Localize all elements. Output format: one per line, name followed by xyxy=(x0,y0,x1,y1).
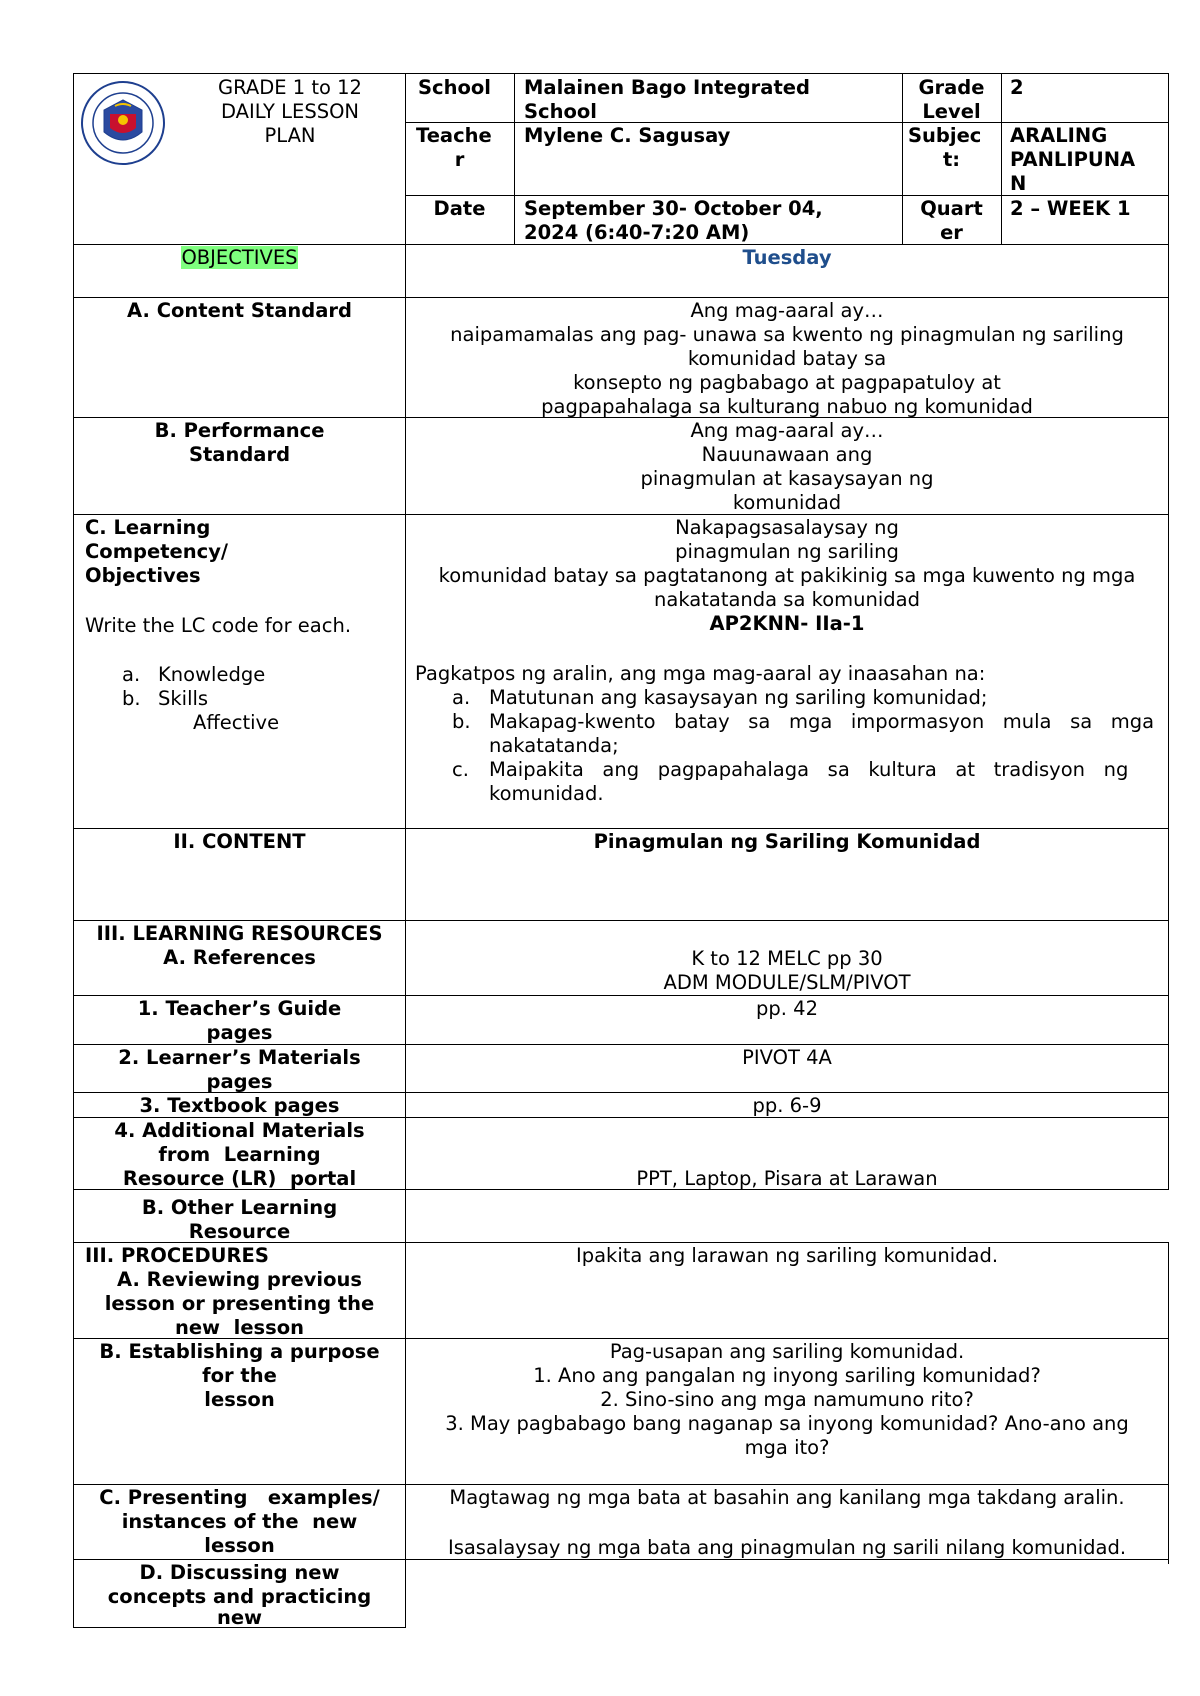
content-standard-line: komunidad batay sa xyxy=(687,347,887,370)
content-label: II. CONTENT xyxy=(173,830,306,853)
procedure-c-label-line1: C. Presenting examples/ xyxy=(99,1486,380,1509)
learners-materials-label-line2: pages xyxy=(206,1070,273,1093)
performance-standard-line: komunidad xyxy=(732,491,842,514)
objectives-heading-cell xyxy=(73,246,406,270)
competency-label-line2: Competency/ xyxy=(85,540,229,563)
plan-title-line2: DAILY LESSON xyxy=(220,100,360,123)
performance-standard-line: Nauunawaan ang xyxy=(701,443,873,466)
competency-label-line3: Objectives xyxy=(85,564,201,587)
subject-value-line1: ARALING xyxy=(1010,124,1108,147)
procedure-c-value-line1: Magtawag ng mga bata at basahin ang kanilang mga takdang aralin. xyxy=(449,1486,1125,1509)
subject-label-line1: Subjec xyxy=(908,124,982,147)
quarter-label-line2: er xyxy=(940,221,963,244)
sub-marker-b: b. xyxy=(122,687,141,710)
content-standard-label: A. Content Standard xyxy=(127,299,352,322)
reference-line2: ADM MODULE/SLM/PIVOT xyxy=(663,971,911,994)
plan-title-line3: PLAN xyxy=(264,124,316,147)
procedure-a-value: Ipakita ang larawan ng sariling komunidad. xyxy=(575,1244,999,1267)
content-standard-line: Ang mag-aaral ay… xyxy=(690,299,884,322)
resources-label-line2: A. References xyxy=(163,946,316,969)
teacher-value: Mylene C. Sagusay xyxy=(524,124,731,147)
competency-line: Nakapagsasalaysay ng xyxy=(675,516,899,539)
learners-materials-label-line1: 2. Learner’s Materials xyxy=(118,1046,361,1069)
lc-code: AP2KNN- IIa-1 xyxy=(709,612,865,635)
additional-materials-label-line1: 4. Additional Materials xyxy=(114,1119,365,1142)
performance-standard-line: Ang mag-aaral ay… xyxy=(690,419,884,442)
procedure-d-label-line2: concepts and practicing xyxy=(107,1585,372,1608)
procedure-b-label-line1: B. Establishing a purpose xyxy=(99,1340,380,1363)
resources-label-line1: III. LEARNING RESOURCES xyxy=(96,922,383,945)
objective-b-line2: nakatatanda; xyxy=(489,734,619,757)
objective-b-line1: Makapag-kwento batay sa mga impormasyon mula sa mga xyxy=(489,710,1155,733)
content-value: Pinagmulan ng Sariling Komunidad xyxy=(593,830,981,853)
obj-marker-b: b. xyxy=(452,710,471,733)
textbook-value: pp. 6-9 xyxy=(752,1094,822,1117)
performance-standard-label-line1: B. Performance xyxy=(154,419,325,442)
school-value-line1: Malainen Bago Integrated xyxy=(524,76,810,99)
teacher-label-line2: r xyxy=(454,148,465,171)
procedure-b-label-line2: for the xyxy=(202,1364,277,1387)
competency-label-line1: C. Learning xyxy=(85,516,211,539)
procedure-b-line: 1. Ano ang pangalan ng inyong sariling komunidad? xyxy=(533,1364,1041,1387)
day-heading: Tuesday xyxy=(742,246,832,269)
competency-line: komunidad batay sa pagtatanong at pakikinig sa mga kuwento ng mga xyxy=(438,564,1136,587)
sub-marker-a: a. xyxy=(122,663,141,686)
procedure-b-line: Pag-usapan ang sariling komunidad. xyxy=(609,1340,965,1363)
textbook-label: 3. Textbook pages xyxy=(139,1094,340,1117)
content-standard-line: naipamamalas ang pag- unawa sa kwento ng pinagmulan ng sariling xyxy=(450,323,1124,346)
content-standard-line: konsepto ng pagbabago at pagpapatuloy at xyxy=(573,371,1001,394)
procedure-c-value-line2: Isasalaysay ng mga bata ang pinagmulan ng sarili nilang komunidad. xyxy=(447,1536,1127,1559)
date-label: Date xyxy=(433,197,486,220)
procedure-b-line: mga ito? xyxy=(744,1436,830,1459)
procedure-a-label-line3: new lesson xyxy=(174,1316,305,1339)
grade-label-line2: Level xyxy=(922,100,981,123)
competency-line: pinagmulan ng sariling xyxy=(675,540,899,563)
deped-seal-logo xyxy=(80,80,166,166)
additional-materials-label-line2: from Learning xyxy=(158,1143,321,1166)
procedure-c-label-line2: instances of the new xyxy=(121,1510,358,1533)
content-standard-line: pagpapahalaga sa kulturang nabuo ng komunidad xyxy=(541,395,1033,418)
sub-affective: Affective xyxy=(193,711,280,734)
objective-a: Matutunan ang kasaysayan ng sariling komunidad; xyxy=(489,686,988,709)
performance-standard-line: pinagmulan at kasaysayan ng xyxy=(640,467,934,490)
teachers-guide-label-line2: pages xyxy=(206,1021,273,1044)
school-label: School xyxy=(418,76,491,99)
other-resource-label-line2: Resource xyxy=(188,1220,291,1243)
date-value-line1: September 30- October 04, xyxy=(524,197,823,220)
procedure-b-line: 3. May pagbabago bang naganap sa inyong komunidad? Ano-ano ang xyxy=(445,1412,1129,1435)
teachers-guide-label-line1: 1. Teacher’s Guide xyxy=(137,997,342,1020)
procedure-b-label-line3: lesson xyxy=(204,1388,275,1411)
school-value-line2: School xyxy=(524,100,597,123)
date-value-line2: 2024 (6:40-7:20 AM) xyxy=(524,221,750,244)
subject-value-line3: N xyxy=(1010,172,1027,195)
additional-materials-value: PPT, Laptop, Pisara at Larawan xyxy=(636,1167,938,1190)
learners-materials-value: PIVOT 4A xyxy=(742,1046,832,1069)
grade-label-line1: Grade xyxy=(918,76,985,99)
plan-title-line1: GRADE 1 to 12 xyxy=(218,76,362,99)
subject-label-line2: t: xyxy=(942,148,961,171)
teacher-label-line1: Teache xyxy=(416,124,492,147)
quarter-label-line1: Quart xyxy=(920,197,983,220)
sub-knowledge: Knowledge xyxy=(158,663,266,686)
performance-standard-label-line2: Standard xyxy=(188,443,291,466)
procedure-b-line: 2. Sino-sino ang mga namumuno rito? xyxy=(600,1388,974,1411)
objective-c-line1: Maipakita ang pagpapahalaga sa kultura at tradisyon ng xyxy=(489,758,1129,781)
competency-line: nakatatanda sa komunidad xyxy=(654,588,920,611)
objective-c-line2: komunidad. xyxy=(489,782,604,805)
obj-marker-c: c. xyxy=(452,758,469,781)
objectives-heading: OBJECTIVES xyxy=(181,246,298,269)
sub-skills: Skills xyxy=(158,687,209,710)
procedure-d-label-line1: D. Discussing new xyxy=(139,1561,340,1584)
teachers-guide-value: pp. 42 xyxy=(756,997,818,1020)
obj-marker-a: a. xyxy=(452,686,471,709)
objectives-intro: Pagkatpos ng aralin, ang mga mag-aaral ay inaasahan na: xyxy=(415,662,986,685)
quarter-value: 2 – WEEK 1 xyxy=(1010,197,1131,220)
seal-icon xyxy=(80,80,166,166)
procedure-a-label-line2: lesson or presenting the xyxy=(104,1292,375,1315)
procedures-label: III. PROCEDURES xyxy=(85,1244,269,1267)
reference-line1: K to 12 MELC pp 30 xyxy=(691,947,883,970)
additional-materials-label-line3: Resource (LR) portal xyxy=(122,1167,357,1190)
subject-value-line2: PANLIPUNA xyxy=(1010,148,1136,171)
procedure-a-label-line1: A. Reviewing previous xyxy=(117,1268,362,1291)
grade-value: 2 xyxy=(1010,76,1024,99)
lc-code-note: Write the LC code for each. xyxy=(85,614,352,637)
procedure-d-label-line3: new xyxy=(216,1606,263,1629)
procedure-c-label-line3: lesson xyxy=(204,1534,275,1557)
other-resource-label-line1: B. Other Learning xyxy=(141,1196,338,1219)
